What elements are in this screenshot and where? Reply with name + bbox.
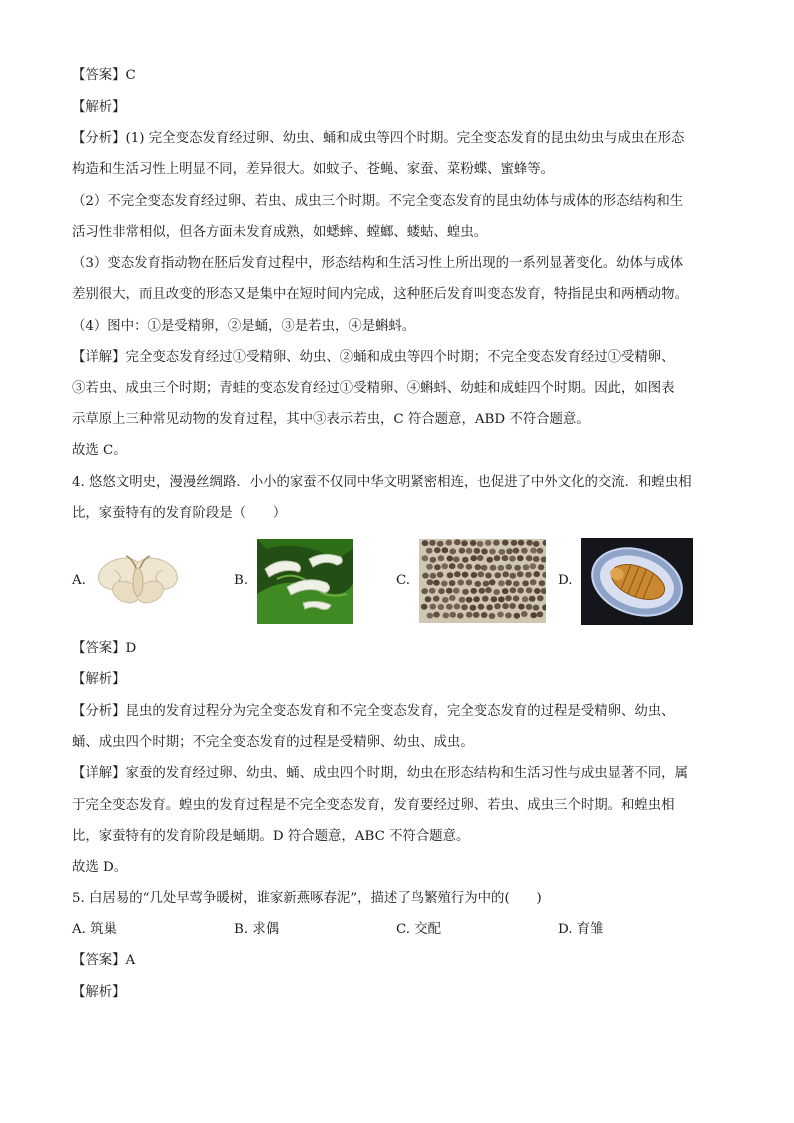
q4-detail-line: 于完全变态发育。蝗虫的发育过程是不完全变态发育，发育要经过卵、若虫、成虫三个时期。和蝗虫相	[72, 798, 675, 813]
q5-option-d: D. 育雏	[558, 922, 604, 937]
q3-analysis-line: （2）不完全变态发育经过卵、若虫、成虫三个时期。不完全变态发育的昆虫幼体与成体的形态结构和生	[72, 194, 684, 209]
q3-analysis-line: 活习性非常相似，但各方面未发育成熟，如蟋蟀、螳螂、蝼蛄、蝗虫。	[72, 225, 488, 240]
q5-option-b: B. 求偶	[234, 922, 280, 937]
silkworm-larvae-image	[257, 539, 353, 624]
q4-stem: 4. 悠悠文明史，漫漫丝绸路．小小的家蚕不仅同中华文明紧密相连，也促进了中外文化的交流．和蝗虫相	[72, 475, 692, 490]
q3-analysis-line: （4）图中：①是受精卵，②是蛹，③是若虫，④是蝌蚪。	[72, 319, 416, 334]
q4-answer: 【答案】D	[72, 641, 137, 656]
q3-detail-line: ③若虫、成虫三个时期；青蛙的变态发育经过①受精卵、④蝌蚪、幼蛙和成蛙四个时期。因此，如图表	[72, 381, 675, 396]
q4-conclusion: 故选 D。	[72, 860, 128, 875]
q3-analysis-line: 【分析】(1) 完全变态发育经过卵、幼虫、蛹和成虫等四个时期。完全变态发育的昆虫幼虫与成虫在形态	[72, 131, 685, 146]
q4-detail-line: 【详解】家蚕的发育经过卵、幼虫、蛹、成虫四个时期，幼虫在形态结构和生活习性与成虫显著不同，属	[72, 766, 688, 781]
q4-stem: 比，家蚕特有的发育阶段是（ ）	[72, 506, 287, 521]
q3-conclusion: 故选 C。	[72, 443, 127, 458]
q5-jiexi-heading: 【解析】	[72, 985, 126, 1000]
q5-option-c: C. 交配	[396, 922, 442, 937]
q3-detail-line: 【详解】完全变态发育经过①受精卵、幼虫、②蛹和成虫等四个时期；不完全变态发育经过①受精卵、	[72, 350, 675, 365]
q4-detail-line: 比，家蚕特有的发育阶段是蛹期。D 符合题意，ABC 不符合题意。	[72, 829, 470, 844]
q3-detail-line: 示草原上三种常见动物的发育过程，其中③表示若虫，C 符合题意，ABD 不符合题意。	[72, 412, 590, 427]
q4-option-a-label: A.	[72, 573, 86, 588]
q4-analysis-line: 【分析】昆虫的发育过程分为完全变态发育和不完全变态发育，完全变态发育的过程是受精卵、幼虫、	[72, 704, 675, 719]
q4-jiexi-heading: 【解析】	[72, 672, 126, 687]
q3-analysis-line: 差别很大，而且改变的形态又是集中在短时间内完成，这种胚后发育叫变态发育，特指昆虫和两栖动物。	[72, 287, 688, 302]
q5-answer: 【答案】A	[72, 953, 136, 968]
q3-answer: 【答案】C	[72, 68, 136, 83]
q3-jiexi-heading: 【解析】	[72, 100, 126, 115]
q4-analysis-line: 蛹、成虫四个时期；不完全变态发育的过程是受精卵、幼虫、成虫。	[72, 735, 474, 750]
q3-analysis-line: （3）变态发育指动物在胚后发育过程中，形态结构和生活习性上所出现的一系列显著变化。幼体与成体	[72, 256, 684, 271]
q4-option-c-label: C.	[396, 573, 411, 588]
q3-analysis-line: 构造和生活习性上明显不同，差异很大。如蚊子、苍蝇、家蚕、菜粉蝶、蜜蜂等。	[72, 162, 555, 177]
q5-stem: 5. 白居易的“几处早莺争暖树，谁家新燕啄春泥”，描述了鸟繁殖行为中的( )	[72, 891, 542, 906]
eggs-image	[419, 539, 546, 623]
q4-option-d-label: D.	[558, 573, 573, 588]
pupa-in-cocoon-image	[581, 538, 693, 625]
moth-image	[94, 550, 182, 610]
q4-option-b-label: B.	[234, 573, 249, 588]
q5-option-a: A. 筑巢	[72, 922, 117, 937]
